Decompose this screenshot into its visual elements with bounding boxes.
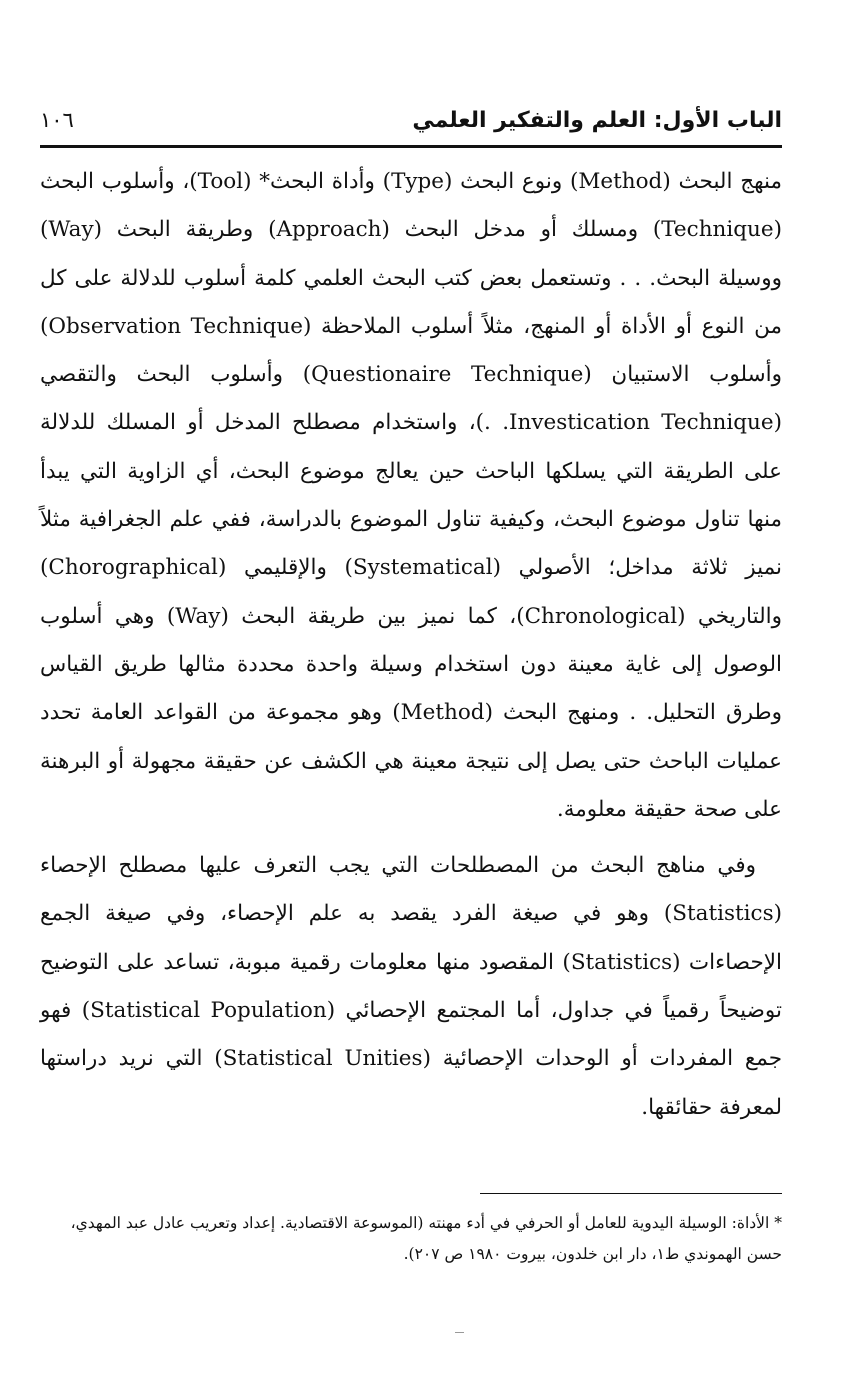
footnote-line-1: * الأداة: الوسيلة اليدوية للعامل أو الحرفي في أدء مهنته (الموسوعة الاقتصادية. إعداد وتعريب عادل عبد المهدي، xyxy=(70,1214,782,1232)
footnote xyxy=(40,1208,782,1270)
page-number: ١٠٦ xyxy=(40,108,74,132)
footnote-rule xyxy=(480,1193,782,1194)
bottom-mark xyxy=(455,1332,464,1333)
chapter-title: الباب الأول: العلم والتفكير العلمي xyxy=(412,108,782,133)
paragraph-1: منهج البحث (Method) ونوع البحث (Type) وأداة البحث* (Tool)، وأسلوب البحث (Technique) ومسلك أو مدخل البحث (Approach) وطريقة البحث (Way) ووسيلة البحث. . . وتستعمل بعض كتب البحث العلمي كلمة أسلوب للدلالة على كل من النوع أو الأداة أو المنهج، مثلاً أسلوب الملاحظة (Observation Technique) وأسلوب الاستبيان (Questionaire Technique) وأسلوب البحث والتقصي (Investication Technique. .)، واستخدام مصطلح المدخل أو المسلك للدلالة على الطريقة التي يسلكها الباحث حين يعالج موضوع البحث، أي الزاوية التي يبدأ منها تناول موضوع البحث، وكيفية تناول الموضوع بالدراسة، ففي علم الجغرافية مثلاً نميز ثلاثة مداخل؛ الأصولي (Systematical) والإقليمي (Chorographical) والتاريخي (Chronological)، كما نميز بين طريقة البحث (Way) وهي أسلوب الوصول إلى غاية معينة دون استخدام وسيلة واحدة محددة مثالها طريق القياس وطرق التحليل. . ومنهج البحث (Method) وهو مجموعة من القواعد العامة تحدد عمليات الباحث حتى يصل إلى نتيجة معينة هي الكشف عن حقيقة مجهولة أو البرهنة على صحة حقيقة معلومة. xyxy=(40,169,782,822)
running-header xyxy=(40,108,782,133)
footnote-line-2: حسن الهموندي ط١، دار ابن خلدون، بيروت ١٩٨٠ ص ٢٠٧). xyxy=(403,1245,782,1263)
body-text xyxy=(40,158,782,1132)
header-rule xyxy=(40,145,782,148)
paragraph-2: وفي مناهج البحث من المصطلحات التي يجب التعرف عليها مصطلح الإحصاء (Statistics) وهو في صيغة الفرد يقصد به علم الإحصاء، وفي صيغة الجمع الإحصاءات (Statistics) المقصود منها معلومات رقمية مبوبة، تساعد على التوضيح توضيحاً رقمياً في جداول، أما المجتمع الإحصائي (Statistical Population) فهو جمع المفردات أو الوحدات الإحصائية (Statistical Unities) التي نريد دراستها لمعرفة حقائقها. xyxy=(40,853,782,1120)
